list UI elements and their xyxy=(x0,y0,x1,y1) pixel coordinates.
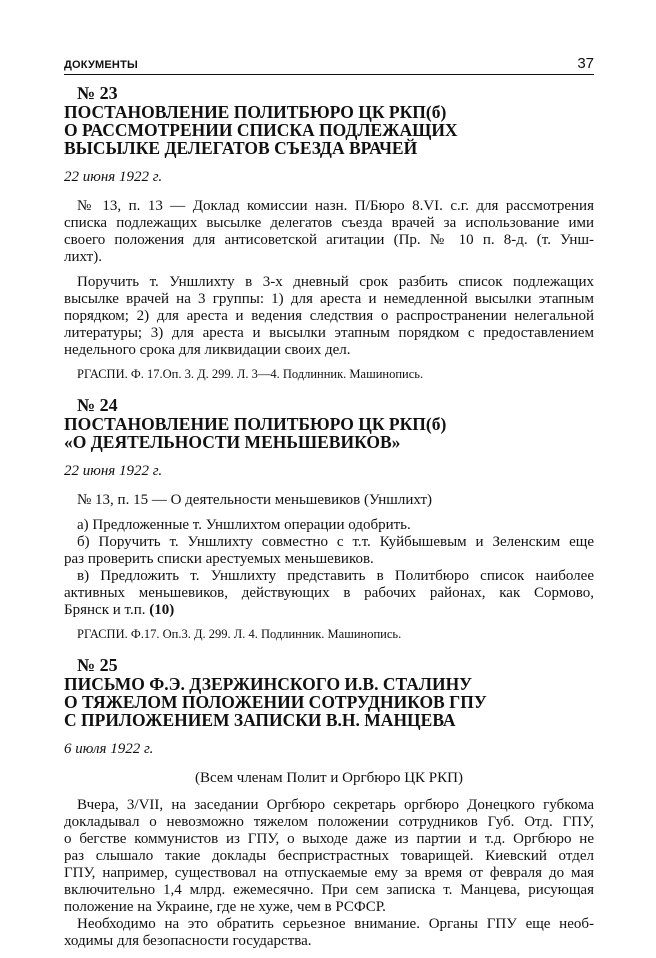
text-line xyxy=(64,517,594,534)
text-line xyxy=(64,249,594,266)
line-text: порядком; 2) для ареста и ведения следствия о распространении нелегальной xyxy=(64,308,594,324)
document-title-line: «О ДЕЯТЕЛЬНОСТИ МЕНЬШЕВИКОВ» xyxy=(64,432,401,452)
text-line xyxy=(64,585,594,602)
paragraph xyxy=(64,797,594,916)
line-text: ГПУ, например, существовал на отпускаемые ему за время от февраля до мая xyxy=(64,865,594,881)
text-line xyxy=(64,814,594,831)
line-text: литературы; 3) для ареста и высылки этапным порядком с предоставлением xyxy=(64,325,594,341)
text-line xyxy=(64,865,594,882)
paragraph xyxy=(64,274,594,359)
text-line xyxy=(64,291,594,308)
line-text: списка подлежащих высылке делегатов съезда врачей за использование ими xyxy=(64,215,594,231)
line-text: недельного срока для ликвидации своих дел. xyxy=(64,342,351,358)
text-line xyxy=(64,602,594,619)
line-text: высылке врачей на 3 группы: 1) для ареста и немедленной высылки этапным xyxy=(64,291,594,307)
document-number: № 23 xyxy=(77,83,118,103)
text-line xyxy=(64,534,594,551)
line-text: своего положения для антисоветской агитации (Пр. № 10 п. 8-д. (т. Унш- xyxy=(64,232,594,248)
text-line xyxy=(64,899,594,916)
document-23 xyxy=(64,84,594,382)
text-line xyxy=(64,831,594,848)
paragraph xyxy=(64,568,594,619)
text-line xyxy=(64,198,594,215)
text-line xyxy=(64,325,594,342)
footnote-ref: (10) xyxy=(149,602,175,618)
document-title-line: О ТЯЖЕЛОМ ПОЛОЖЕНИИ СОТРУДНИКОВ ГПУ xyxy=(64,692,487,712)
document-title-line: С ПРИЛОЖЕНИЕМ ЗАПИСКИ В.Н. МАНЦЕВА xyxy=(64,710,456,730)
document-number: № 24 xyxy=(77,395,118,415)
section-title: ДОКУМЕНТЫ xyxy=(64,59,138,71)
text-line xyxy=(64,232,594,249)
text-line xyxy=(64,568,594,585)
document-date: 6 июля 1922 г. xyxy=(64,741,154,757)
paragraph xyxy=(64,198,594,266)
page-number: 37 xyxy=(577,55,594,72)
line-text: раз слышало такие доклады беспристрастных товарищей. Киевский отдел xyxy=(64,848,594,864)
paragraph xyxy=(64,916,594,950)
text-line xyxy=(64,797,594,814)
text-line xyxy=(64,848,594,865)
line-text: о бегстве коммунистов из ГПУ, о выходе даже из партии и т.д. Оргбюро не xyxy=(64,831,594,847)
line-text: ходимы для безопасности государства. xyxy=(64,933,312,949)
archive-source: РГАСПИ. Ф.17. Оп.3. Д. 299. Л. 4. Подлинник. Машинопись. xyxy=(77,627,402,641)
text-line xyxy=(64,308,594,325)
document-date: 22 июня 1922 г. xyxy=(64,463,163,479)
document-title-line: ВЫСЫЛКЕ ДЕЛЕГАТОВ СЪЕЗДА ВРАЧЕЙ xyxy=(64,138,418,158)
addressee-line: (Всем членам Полит и Оргбюро ЦК РКП) xyxy=(195,770,463,786)
text-line xyxy=(64,551,594,568)
line-text: включительно 1,4 млрд. ежемесячно. При сем записка т. Манцева, рисующая xyxy=(64,882,594,898)
line-text: а) Предложенные т. Уншлихтом операции одобрить. xyxy=(77,517,411,533)
text-line xyxy=(64,933,594,950)
line-text: положение на Украине, где не хуже, чем в РСФСР. xyxy=(64,899,386,915)
line-text: раз проверить списки арестуемых меньшевиков. xyxy=(64,551,374,567)
document-date: 22 июня 1922 г. xyxy=(64,169,163,185)
document-column xyxy=(64,84,594,958)
document-24 xyxy=(64,396,594,642)
text-line xyxy=(64,916,594,933)
text-line xyxy=(64,882,594,899)
archive-source: РГАСПИ. Ф. 17.Оп. 3. Д. 299. Л. 3—4. Подлинник. Машинопись. xyxy=(77,367,424,381)
document-title-line: О РАССМОТРЕНИИ СПИСКА ПОДЛЕЖАЩИХ xyxy=(64,120,458,140)
line-text: № 13, п. 13 — Доклад комиссии назн. П/Бюро 8.VI. с.г. для рассмотрения xyxy=(77,198,594,214)
line-text: докладывал о невозможно тяжелом положении сотрудников Губ. Отд. ГПУ, xyxy=(64,814,594,830)
text-line xyxy=(64,274,594,291)
text-line xyxy=(64,342,594,359)
document-title-line: ПОСТАНОВЛЕНИЕ ПОЛИТБЮРО ЦК РКП(б) xyxy=(64,102,447,122)
running-header xyxy=(64,56,594,75)
text-line xyxy=(64,215,594,232)
line-text: Брянск и т.п. xyxy=(64,602,146,618)
line-text: в) Предложить т. Уншлихту представить в Политбюро список наиболее xyxy=(77,568,594,584)
line-text: лихт). xyxy=(64,249,102,265)
document-title-line: ПОСТАНОВЛЕНИЕ ПОЛИТБЮРО ЦК РКП(б) xyxy=(64,414,447,434)
paragraph xyxy=(64,534,594,568)
text-line xyxy=(64,492,594,509)
line-text: Поручить т. Уншлихту в 3-х дневный срок разбить список подлежащих xyxy=(77,274,594,290)
document-number: № 25 xyxy=(77,655,118,675)
line-text: № 13, п. 15 — О деятельности меньшевиков (Уншлихт) xyxy=(77,492,433,508)
document-25 xyxy=(64,656,594,950)
paragraph xyxy=(64,517,594,534)
paragraph xyxy=(64,492,594,509)
line-text: Вчера, 3/VII, на заседании Оргбюро секретарь оргбюро Донецкого губкома xyxy=(77,797,594,813)
line-text: б) Поручить т. Уншлихту совместно с т.т. Куйбышевым и Зеленским еще xyxy=(77,534,594,550)
line-text: активных меньшевиков, действующих в рабочих районах, как Сормово, xyxy=(64,585,594,601)
document-title-line: ПИСЬМО Ф.Э. ДЗЕРЖИНСКОГО И.В. СТАЛИНУ xyxy=(64,674,473,694)
line-text: Необходимо на это обратить серьезное внимание. Органы ГПУ еще необ- xyxy=(77,916,594,932)
